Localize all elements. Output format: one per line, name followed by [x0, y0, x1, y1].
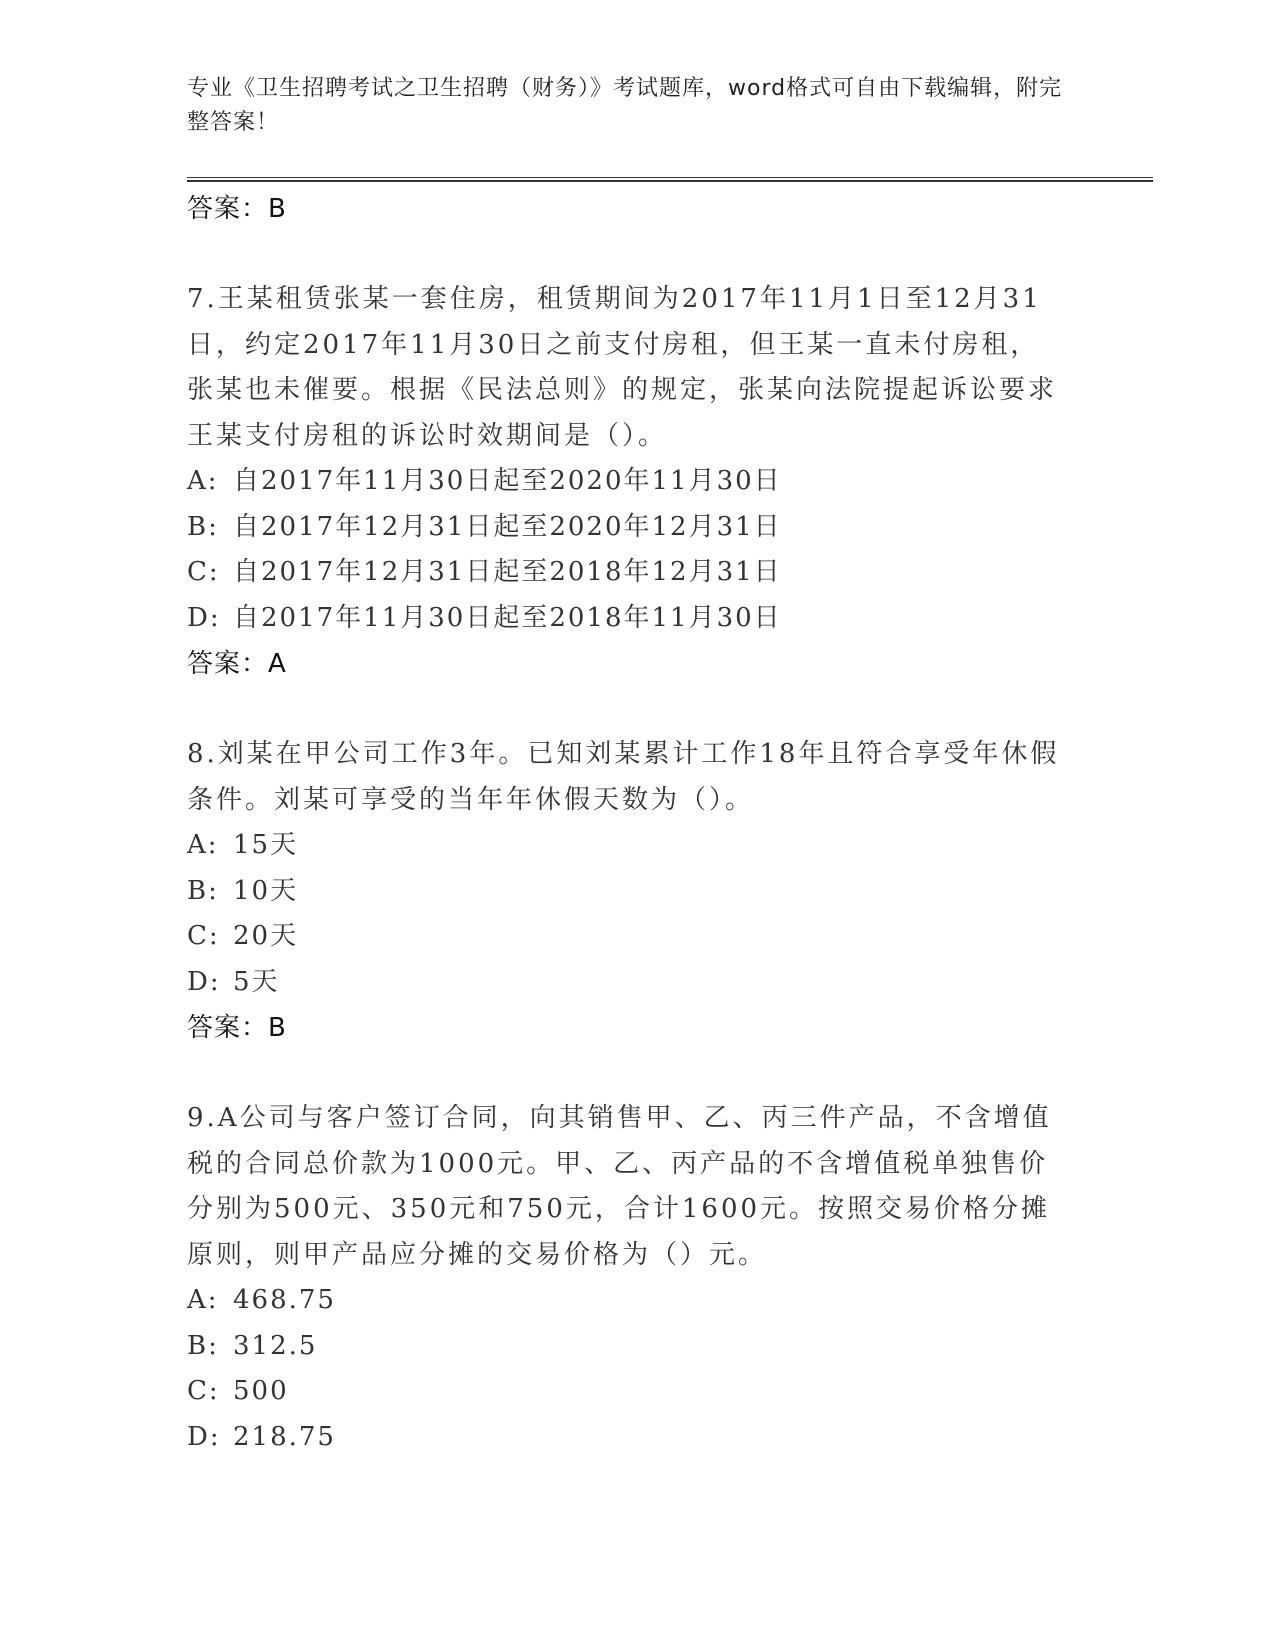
option-label: D: [187, 602, 221, 633]
option-c [187, 550, 1087, 596]
answer-line: 答案：B [187, 1013, 287, 1043]
option-text: 468.75 [233, 1285, 336, 1315]
option-b [187, 869, 1087, 915]
option-label: C: [187, 921, 220, 951]
option-text: 自2017年12月31日起至2018年12月31日 [233, 557, 782, 587]
option-label: B: [187, 1330, 219, 1361]
option-a [187, 823, 1087, 869]
option-label: C: [187, 557, 220, 587]
option-d [187, 960, 1087, 1006]
question-text: 9.A公司与客户签订合同，向其销售甲、乙、丙三件产品，不含增值税的合同总价款为1000元。甲、乙、丙产品的不含增值税单独售价分别为500元、350元和750元，合计1600元。按照交易价格分摊原则，则甲产品应分摊的交易价格为（）元。 [187, 1103, 1052, 1270]
question-text: 7.王某租赁张某一套住房，租赁期间为2017年11月1日至12月31日，约定2017年11月30日之前支付房租，但王某一直未付房租，张某也未催要。根据《民法总则》的规定，张某向法院提起诉讼要求王某支付房租的诉讼时效期间是（）。 [187, 284, 1058, 451]
question-8 [187, 732, 1087, 1051]
option-label: B: [187, 511, 219, 542]
option-text: 218.75 [233, 1421, 336, 1452]
option-text: 自2017年12月31日起至2020年12月31日 [233, 511, 782, 542]
option-d [187, 596, 1087, 642]
question-text: 8.刘某在甲公司工作3年。已知刘某累计工作18年且符合享受年休假条件。刘某可享受的当年年休假天数为（）。 [187, 739, 1060, 815]
question-7 [187, 277, 1087, 687]
option-label: C: [187, 1376, 220, 1406]
option-label: D: [187, 1421, 221, 1452]
option-label: B: [187, 875, 219, 906]
option-d [187, 1415, 1087, 1461]
option-b [187, 1324, 1087, 1370]
option-label: A: [187, 830, 219, 860]
option-text: 20天 [233, 921, 299, 951]
option-text: 15天 [233, 830, 299, 860]
option-a [187, 459, 1087, 505]
option-text: 自2017年11月30日起至2020年11月30日 [233, 466, 782, 496]
header-divider [187, 177, 1153, 182]
answer-line: 答案：A [187, 649, 287, 679]
option-a [187, 1278, 1087, 1324]
document-header: 专业《卫生招聘考试之卫生招聘（财务）》考试题库，word格式可自由下载编辑，附完整答案！ [187, 76, 1063, 135]
option-text: 500 [233, 1376, 289, 1406]
option-text: 自2017年11月30日起至2018年11月30日 [233, 602, 782, 633]
option-label: D: [187, 966, 221, 997]
option-text: 10天 [233, 875, 299, 906]
option-c [187, 1369, 1087, 1415]
option-label: A: [187, 1285, 219, 1315]
question-9 [187, 1096, 1087, 1460]
document-content [187, 186, 1087, 1460]
option-text: 5天 [233, 966, 280, 997]
option-label: A: [187, 466, 219, 496]
answer-line: 答案：B [187, 194, 287, 224]
option-c [187, 914, 1087, 960]
option-text: 312.5 [233, 1330, 318, 1361]
option-b [187, 505, 1087, 551]
